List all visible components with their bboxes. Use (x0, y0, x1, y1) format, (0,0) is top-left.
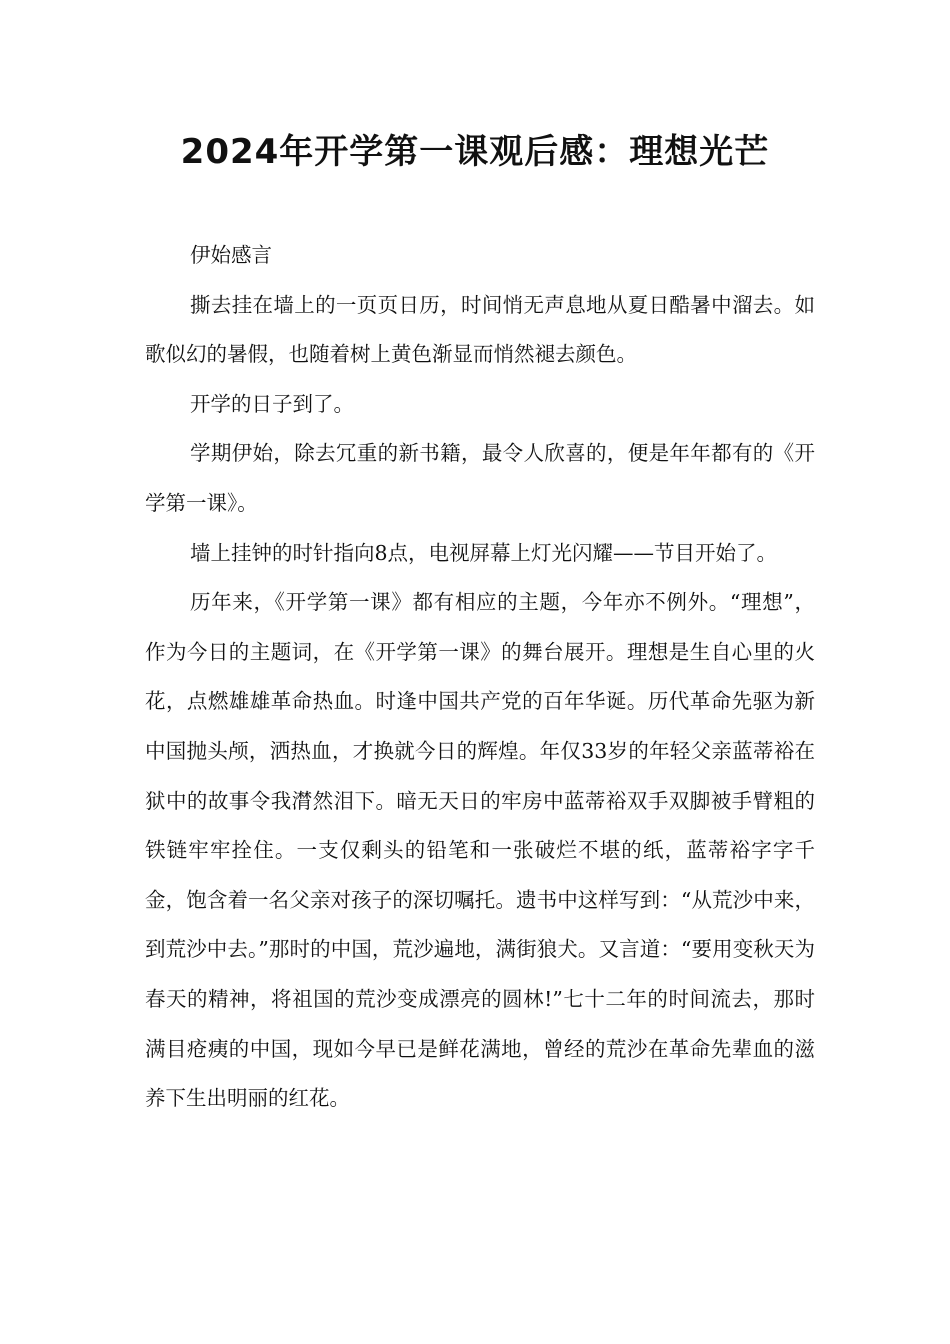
paragraph-theme-ideal: 历年来，《开学第一课》都有相应的主题，今年亦不例外。“理想”，作为今日的主题词，在《开学第一课》的舞台展开。理想是生自心里的火花，点燃雄雄革命热血。时逢中国共产党的百年华诞。历代革命先驱为新中国抛头颅，洒热血，才换就今日的辉煌。年仅33岁的年轻父亲蓝蒂裕在狱中的故事令我潸然泪下。暗无天日的牢房中蓝蒂裕双手双脚被手臂粗的铁链牢牢拴住。一支仅剩头的铅笔和一张破烂不堪的纸，蓝蒂裕字字千金，饱含着一名父亲对孩子的深切嘱托。遗书中这样写到：“从荒沙中来，到荒沙中去。”那时的中国，荒沙遍地，满街狼犬。又言道：“要用变秋天为春天的精神，将祖国的荒沙变成漂亮的圆林!”七十二年的时间流去，那时满目疮痍的中国，现如今早已是鲜花满地，曾经的荒沙在革命先辈血的滋养下生出明丽的红花。 (145, 590, 815, 1111)
paragraph-first-lesson: 学期伊始，除去冗重的新书籍，最令人欣喜的，便是年年都有的《开学第一课》。 (145, 441, 815, 515)
paragraph-opening-heading: 伊始感言 (190, 243, 272, 267)
paragraph-school-start: 开学的日子到了。 (190, 391, 354, 416)
paragraph-calendar: 撕去挂在墙上的一页页日历，时间悄无声息地从夏日酷暑中溜去。如歌似幻的暑假，也随着树上黄色渐显而悄然褪去颜色。 (145, 292, 815, 367)
document-body (145, 231, 815, 1124)
document-title: 2024年开学第一课观后感：理想光芒 (180, 132, 770, 172)
paragraph-program-start: 墙上挂钟的时针指向8点，电视屏幕上灯光闪耀——节目开始了。 (190, 540, 778, 565)
